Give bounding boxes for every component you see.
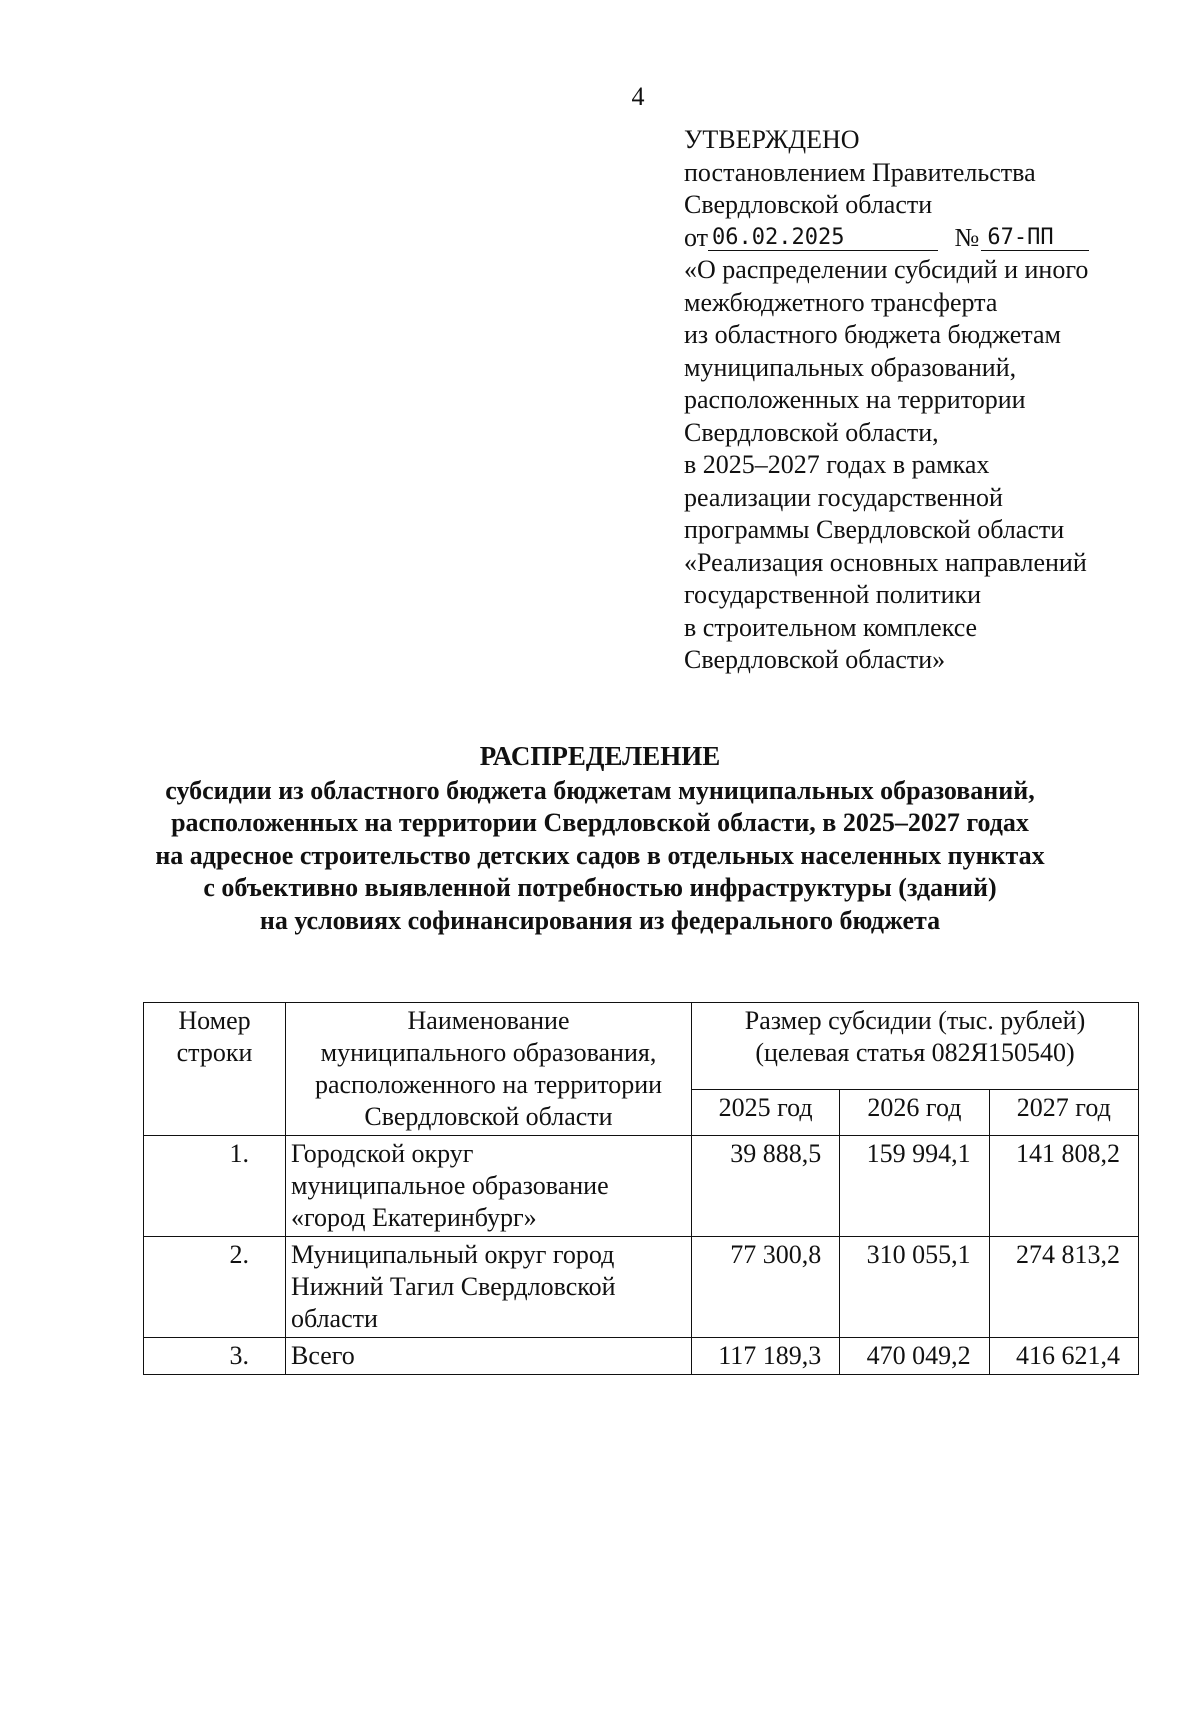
date-prefix: от: [684, 222, 709, 252]
header-num: Номер строки: [144, 1003, 286, 1136]
page-number: 4: [631, 82, 645, 111]
row-name: Всего: [286, 1338, 692, 1375]
row-value: 470 049,2: [840, 1338, 989, 1375]
approval-line: государственной политики: [684, 580, 982, 609]
number-field: 67-ПП: [981, 226, 1089, 251]
row-number: 3.: [144, 1338, 286, 1375]
date-field: 06.02.2025: [708, 226, 938, 251]
header-year: 2026 год: [840, 1089, 989, 1135]
row-value: 77 300,8: [692, 1237, 840, 1338]
header-year: 2027 год: [989, 1089, 1138, 1135]
approval-date-row: [684, 222, 1184, 255]
approval-line: «О распределении субсидий и иного: [684, 255, 1089, 284]
row-number: 1.: [144, 1136, 286, 1237]
header-year: 2025 год: [692, 1089, 840, 1135]
document-title: [0, 740, 1200, 937]
number-prefix: №: [954, 222, 980, 252]
approval-block: [684, 124, 1184, 677]
subsidy-table: [143, 1002, 1139, 1375]
title-subtitle-line: на адресное строительство детских садов в отдельных населенных пунктах: [155, 840, 1045, 870]
row-name: Городской округ муниципальное образование «город Екатеринбург»: [286, 1136, 692, 1237]
row-value: 39 888,5: [692, 1136, 840, 1237]
title-subtitle-line: субсидии из областного бюджета бюджетам муниципальных образований,: [165, 775, 1035, 805]
row-name: Муниципальный округ город Нижний Тагил Свердловской области: [286, 1237, 692, 1338]
row-value: 159 994,1: [840, 1136, 989, 1237]
approval-line: расположенных на территории: [684, 385, 1026, 414]
title-subtitle-line: на условиях софинансирования из федерального бюджета: [259, 905, 941, 935]
table-row: [144, 1237, 1139, 1338]
row-value: 310 055,1: [840, 1237, 989, 1338]
title-subtitle-line: расположенных на территории Свердловской области, в 2025–2027 годах: [171, 808, 1029, 837]
approval-heading: УТВЕРЖДЕНО: [684, 125, 860, 154]
approval-line: муниципальных образований,: [684, 352, 1017, 382]
row-value: 117 189,3: [692, 1338, 840, 1375]
approval-line: постановлением Правительства: [684, 157, 1036, 187]
approval-line: «Реализация основных направлений: [684, 547, 1087, 577]
approval-line: в 2025–2027 годах в рамках: [684, 450, 990, 479]
table-header-row: [144, 1003, 1139, 1090]
approval-line: межбюджетного трансферта: [684, 287, 998, 317]
header-subsidy-group: Размер субсидии (тыс. рублей) (целевая статья 082Я150540): [692, 1003, 1139, 1090]
approval-line: в строительном комплексе: [684, 612, 978, 642]
approval-line: реализации государственной: [684, 482, 1003, 512]
row-value: 416 621,4: [989, 1338, 1138, 1375]
title-subtitle-line: с объективно выявленной потребностью инфраструктуры (зданий): [203, 873, 997, 902]
approval-line: Свердловской области,: [684, 417, 939, 447]
table-total-row: [144, 1338, 1139, 1375]
title-main: РАСПРЕДЕЛЕНИЕ: [479, 741, 721, 771]
row-number: 2.: [144, 1237, 286, 1338]
approval-line: Свердловской области»: [684, 645, 946, 674]
approval-line: Свердловской области: [684, 190, 933, 219]
approval-line: из областного бюджета бюджетам: [684, 320, 1061, 349]
table-row: [144, 1136, 1139, 1237]
row-value: 274 813,2: [989, 1237, 1138, 1338]
approval-line: программы Свердловской области: [684, 515, 1065, 544]
header-name: Наименование муниципального образования, расположенного на территории Свердловской области: [286, 1003, 692, 1136]
row-value: 141 808,2: [989, 1136, 1138, 1237]
